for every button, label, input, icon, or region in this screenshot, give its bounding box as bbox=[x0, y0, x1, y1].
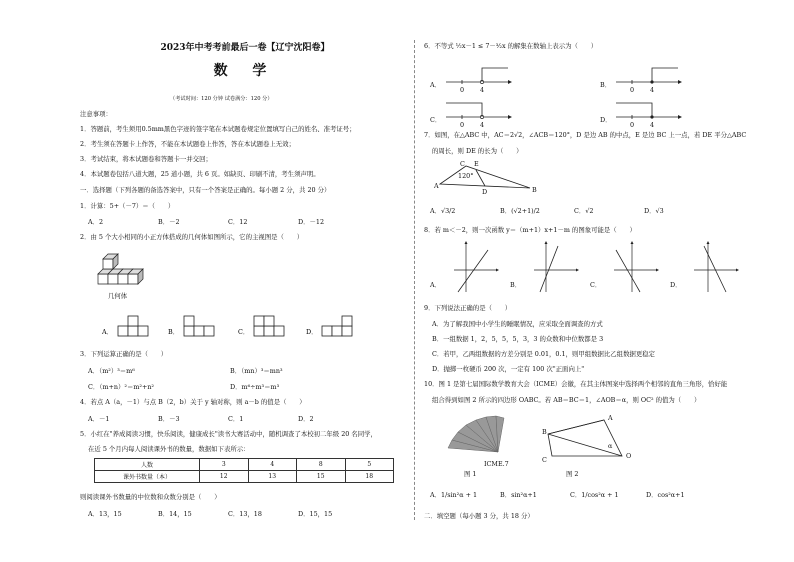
table-cell: 3 bbox=[200, 459, 249, 471]
option-d: D．15，15 bbox=[298, 510, 333, 518]
option-c: C．（m+n）²＝m²+n² bbox=[88, 383, 154, 391]
question-stem: 在近 5 个月内每人阅读课外书的数量，数据如下表所示： bbox=[88, 445, 250, 453]
question-stem: 则阅读课外书数量的中位数和众数分别是（ ） bbox=[80, 493, 221, 501]
column-divider bbox=[414, 40, 415, 520]
option-a: A． bbox=[430, 281, 442, 289]
cube-solid-figure bbox=[94, 248, 154, 288]
question-stem: 6．不等式 ½x－1 ≤ 7－³⁄₂x 的解集在数轴上表示为（ ） bbox=[424, 42, 598, 50]
option-a: A．（m²）³＝m⁶ bbox=[88, 367, 135, 375]
option-c: C．√2 bbox=[574, 207, 594, 215]
question-stem: 的周长，则 DE 的长为（ ） bbox=[432, 147, 523, 155]
table-row bbox=[95, 471, 394, 483]
label-c: C bbox=[542, 456, 547, 464]
option-a: A．为了解我国中小学生的睡眠情况，应采取全面调查的方式 bbox=[432, 320, 603, 328]
tick-label-4: 4 bbox=[650, 121, 655, 129]
option-b: B．sin²α+1 bbox=[500, 491, 537, 499]
table-cell: 4 bbox=[248, 459, 297, 471]
option-d: D．－12 bbox=[298, 218, 325, 226]
option-c: C．1 bbox=[228, 415, 244, 423]
figure-label: ICME.7 bbox=[484, 460, 509, 468]
table-cell: 人数 bbox=[95, 459, 200, 471]
option-b: B．一组数据 1，2，5，5，5，3，3 的众数和中位数都是 3 bbox=[432, 335, 604, 343]
option-c: C． bbox=[430, 116, 442, 124]
question-stem: 5．小红在"养成阅读习惯，快乐阅读，健康成长"读书大赛活动中，随机调查了本校初二年级 20 名同学， bbox=[80, 430, 377, 438]
option-b: B．－3 bbox=[158, 415, 180, 423]
label-b: B bbox=[532, 186, 537, 194]
tick-label-0: 0 bbox=[630, 86, 635, 94]
section-heading: 二．填空题（每小题 3 分，共 18 分） bbox=[424, 512, 534, 520]
option-b: B． bbox=[510, 281, 522, 289]
tick-label-4: 4 bbox=[650, 86, 655, 94]
label-d: D bbox=[482, 188, 488, 196]
table-cell: 15 bbox=[297, 471, 346, 483]
question-stem: 9．下列说法正确的是（ ） bbox=[424, 304, 512, 312]
option-c: C．12 bbox=[228, 218, 248, 226]
svg-text:D．: D． bbox=[306, 328, 318, 336]
note-item: 4．本试题卷包括八道大题，25 道小题，共 6 页。如缺页、印刷不清，考生须声明。 bbox=[80, 170, 320, 178]
question-stem: 组合得到如图 2 所示的四边形 OABC。若 AB＝BC＝1，∠AOB＝α，则 OC² 的值为（ ） bbox=[432, 396, 701, 404]
question-stem: 2．由 5 个大小相同的小正方体搭成的几何体如图所示，它的主视图是（ ） bbox=[80, 233, 304, 241]
number-line-a bbox=[442, 60, 512, 94]
figure-caption: 图 2 bbox=[566, 470, 579, 478]
option-d: D． bbox=[670, 281, 682, 289]
graph-a bbox=[450, 240, 500, 294]
note-item: 2．考生须在答题卡上作答，不能在本试题卷上作答，答在本试题卷上无效； bbox=[80, 140, 295, 148]
right-column bbox=[424, 0, 764, 562]
icme-logo-figure bbox=[438, 412, 518, 458]
option-d: D．√3 bbox=[644, 207, 664, 215]
table-cell: 18 bbox=[345, 471, 394, 483]
question-stem: 1．计算：5+（－7）＝（ ） bbox=[80, 202, 175, 210]
svg-text:C．: C． bbox=[238, 328, 250, 336]
option-c: C．13，18 bbox=[228, 510, 262, 518]
option-d: D．m⁶÷m³＝m³ bbox=[230, 383, 280, 391]
option-c: C． bbox=[590, 281, 602, 289]
label-o: O bbox=[626, 452, 632, 460]
option-b: B． bbox=[600, 81, 612, 89]
exam-title: 2023年中考考前最后一卷【辽宁沈阳卷】 bbox=[160, 43, 330, 53]
subject-title: 数 学 bbox=[213, 63, 277, 79]
table-row bbox=[95, 459, 394, 471]
question-stem: 4．若点 A（a，－1）与点 B（2，b）关于 y 轴对称，则 a－b 的值是（ ） bbox=[80, 398, 306, 406]
quadrilateral-oabc-figure bbox=[544, 408, 634, 462]
label-e: E bbox=[474, 160, 479, 168]
label-a: A bbox=[608, 414, 613, 422]
figure-caption: 几何体 bbox=[108, 292, 128, 300]
table-cell: 13 bbox=[248, 471, 297, 483]
question-stem: 7．如图，在△ABC 中，AC＝2√2，∠ACB＝120°，D 是边 AB 的中点，E 是边 BC 上一点，若 DE 平分△ABC bbox=[424, 131, 747, 139]
notes-heading: 注意事项： bbox=[80, 110, 112, 118]
option-d: D．2 bbox=[298, 415, 314, 423]
left-column bbox=[80, 0, 410, 562]
option-b: B．－2 bbox=[158, 218, 180, 226]
option-b: B．(√2+1)/2 bbox=[500, 207, 540, 215]
table-cell: 课外书数量（本） bbox=[95, 471, 200, 483]
option-a: A．1/sin²α + 1 bbox=[430, 491, 478, 499]
exam-info: （考试时间：120 分钟 试卷满分：120 分） bbox=[170, 96, 273, 102]
option-d: D． bbox=[600, 116, 612, 124]
table-cell: 12 bbox=[200, 471, 249, 483]
tick-label-0: 0 bbox=[630, 121, 635, 129]
svg-text:A．: A． bbox=[102, 328, 114, 336]
label-alpha: α bbox=[608, 442, 613, 450]
section-heading: 一．选择题（下列各题的备选答案中，只有一个答案是正确的。每小题 2 分，共 20 分） bbox=[80, 186, 331, 194]
option-a: A．2 bbox=[88, 218, 104, 226]
option-c: C．若甲，乙两组数据的方差分别是 0.01，0.1，则甲组数据比乙组数据更稳定 bbox=[432, 350, 656, 358]
number-line-b bbox=[612, 60, 682, 94]
reading-data-table bbox=[94, 458, 394, 483]
triangle-abc-figure bbox=[434, 160, 544, 196]
option-d: D．抛掷一枚硬币 200 次，一定有 100 次"正面向上" bbox=[432, 365, 585, 373]
svg-text:B．: B． bbox=[168, 328, 180, 336]
option-a: A．－1 bbox=[88, 415, 110, 423]
tick-label-4: 4 bbox=[480, 121, 485, 129]
table-cell: 8 bbox=[297, 459, 346, 471]
question-stem: 10．图 1 是第七届国际数学教育大会（ICME）会徽，在其主体图案中选择两个相邻的直角三角形，恰好能 bbox=[424, 380, 728, 388]
tick-label-0: 0 bbox=[460, 121, 465, 129]
question-stem: 3．下列运算正确的是（ ） bbox=[80, 350, 168, 358]
label-angle: 120° bbox=[458, 172, 474, 180]
graph-b bbox=[530, 240, 580, 294]
graph-d bbox=[690, 240, 740, 294]
tick-label-4: 4 bbox=[480, 86, 485, 94]
number-line-c bbox=[442, 95, 512, 129]
option-d: D．cos²α+1 bbox=[646, 491, 685, 499]
figure-caption: 图 1 bbox=[464, 470, 477, 478]
graph-c bbox=[610, 240, 660, 294]
table-cell: 5 bbox=[345, 459, 394, 471]
number-line-d bbox=[612, 95, 682, 129]
option-b: B．14，15 bbox=[158, 510, 192, 518]
note-item: 1．答题前，考生须用0.5mm黑色字迹的签字笔在本试题卷规定位置填写自己的姓名、准考证号； bbox=[80, 125, 356, 133]
tick-label-0: 0 bbox=[460, 86, 465, 94]
q2-options-views bbox=[102, 314, 402, 338]
option-a: A．√3/2 bbox=[430, 207, 456, 215]
option-a: A．13，15 bbox=[88, 510, 122, 518]
question-stem: 8．若 m＜－2，则一次函数 y＝（m+1）x+1－m 的图象可能是（ ） bbox=[424, 226, 636, 234]
option-c: C．1/cos²α + 1 bbox=[570, 491, 619, 499]
label-a: A bbox=[434, 182, 439, 190]
label-b: B bbox=[542, 428, 547, 436]
note-item: 3．考试结束，将本试题卷和答题卡一并交回； bbox=[80, 155, 212, 163]
option-b: B．（mn）³＝mn³ bbox=[230, 367, 283, 375]
label-c: C bbox=[460, 160, 465, 168]
option-a: A． bbox=[430, 81, 442, 89]
